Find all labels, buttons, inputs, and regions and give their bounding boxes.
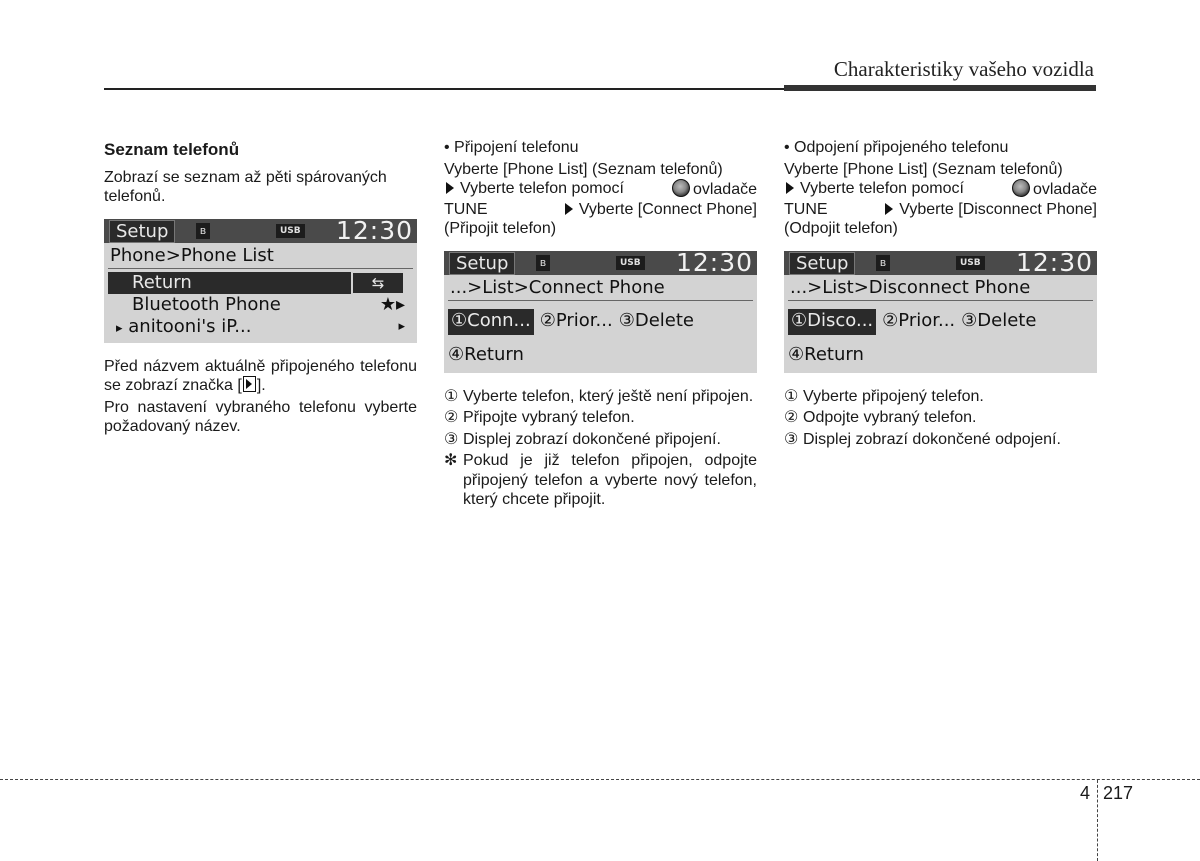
footer-dashed-rule: [0, 779, 1200, 780]
lcd-row-bluetooth-phone[interactable]: [104, 294, 417, 316]
bullet-heading: • Odpojení připojeného telefonu: [784, 139, 1009, 156]
lcd-status-bar: [444, 247, 757, 277]
bluetooth-icon: ʙ: [536, 255, 550, 271]
step-text: Připojte vybraný telefon.: [463, 409, 635, 426]
bullet-heading: • Připojení telefonu: [444, 139, 579, 156]
p1-text-pre: Před názvem aktuálně připojeného telefonu se zobrazí značka [: [104, 357, 417, 394]
instruction-line-2: [784, 179, 1097, 200]
usb-icon: USB: [616, 256, 645, 270]
step-text: Pokud je již telefon připojen, odpojte připojený telefon a vyberte nový telefon, který chcete připojit.: [463, 452, 757, 508]
lcd-status-bar: [104, 215, 417, 245]
list-item: [784, 387, 1097, 407]
list-item-note: [444, 451, 757, 510]
page-header-title: Charakteristiky vašeho vozidla: [833, 57, 1094, 81]
list-item: [784, 430, 1097, 450]
lcd-screen-connect-phone: [444, 247, 757, 373]
lcd-row-label: Bluetooth Phone: [132, 293, 281, 315]
lcd-clock: 12:30: [675, 247, 753, 277]
arrow-right-icon: [565, 203, 573, 215]
option-priority[interactable]: ②Prior...: [882, 309, 956, 331]
usb-icon: USB: [276, 224, 305, 238]
option-priority[interactable]: ②Prior...: [539, 309, 613, 331]
column-connect-phone: [444, 138, 757, 512]
step-text: Vyberte připojený telefon.: [803, 387, 984, 405]
list-item: [444, 408, 757, 428]
column-phone-list: [104, 138, 417, 437]
step-number: ①: [784, 387, 799, 405]
lcd-status-bar: [784, 247, 1097, 277]
step-number: ②: [444, 409, 459, 426]
column-disconnect-phone: [784, 138, 1097, 451]
instruction-text: ovladače: [692, 181, 757, 198]
arrow-right-icon: ▸: [398, 318, 405, 334]
lcd-row-iphone[interactable]: [104, 316, 417, 338]
steps-list: [784, 387, 1097, 450]
lcd-setup-label: Setup: [789, 252, 855, 275]
usb-icon: USB: [956, 256, 985, 270]
arrow-right-icon: [446, 182, 454, 194]
step-number: ②: [784, 409, 799, 426]
lcd-path: ...>List>Disconnect Phone: [788, 275, 1093, 301]
note-icon: ✻: [444, 452, 458, 469]
section-title: Seznam telefonů: [104, 140, 240, 159]
instruction-text: TUNE: [444, 200, 488, 218]
step-number: ①: [444, 387, 459, 405]
lcd-clock: 12:30: [335, 215, 413, 245]
lcd-row-label: anitooni's iP...: [128, 315, 252, 337]
instruction-line-4: (Odpojit telefon): [784, 220, 898, 237]
step-text: Displej zobrazí dokončené odpojení.: [803, 430, 1061, 448]
instruction-text: TUNE: [784, 200, 828, 218]
instruction-line-1: Vyberte [Phone List] (Seznam telefonů): [444, 160, 723, 178]
instruction-text: Vyberte telefon pomocí: [460, 180, 624, 197]
list-item: [784, 408, 1097, 428]
lcd-options: [444, 301, 757, 335]
return-icon: ⇆: [353, 273, 403, 293]
step-text: Displej zobrazí dokončené připojení.: [463, 430, 721, 448]
lcd-path: ...>List>Connect Phone: [448, 275, 753, 301]
lcd-screen-phone-list: [104, 215, 417, 343]
chapter-number: 4: [1080, 783, 1091, 803]
p1-text-post: ].: [256, 377, 266, 394]
lcd-options: [784, 301, 1097, 335]
option-delete[interactable]: ③Delete: [961, 309, 1037, 331]
footer-vertical-rule: [1097, 780, 1098, 861]
lcd-setup-label: Setup: [109, 220, 175, 243]
instruction-text: Vyberte [Disconnect Phone]: [899, 200, 1097, 218]
paragraph-connected-marker: [104, 357, 417, 396]
list-item: [444, 387, 757, 407]
paragraph-select-phone: Pro nastavení vybraného telefonu vyberte požadovaný název.: [104, 398, 417, 435]
option-return[interactable]: ④Return: [448, 343, 524, 365]
page-number: 217: [1103, 783, 1134, 803]
intro-text: Zobrazí se seznam až pěti spárovaných telefonů.: [104, 168, 387, 205]
connected-marker-icon: ▸: [116, 320, 123, 336]
lcd-row-return[interactable]: Return: [108, 272, 351, 294]
tune-knob-icon: [1012, 179, 1030, 197]
connected-marker-icon: [243, 376, 256, 392]
instruction-line-1: Vyberte [Phone List] (Seznam telefonů): [784, 160, 1063, 178]
instruction-line-2: [444, 179, 757, 200]
lcd-clock: 12:30: [1015, 247, 1093, 277]
option-return[interactable]: ④Return: [788, 343, 864, 365]
step-number: ③: [784, 430, 799, 448]
arrow-right-icon: [786, 182, 794, 194]
header-rule-accent: [784, 85, 1096, 91]
lcd-setup-label: Setup: [449, 252, 515, 275]
header-rule: [104, 88, 784, 90]
option-delete[interactable]: ③Delete: [618, 309, 694, 331]
steps-list: [444, 387, 757, 510]
instruction-text: Vyberte [Connect Phone]: [578, 200, 757, 218]
lcd-path: Phone>Phone List: [108, 243, 413, 269]
instruction-text: Vyberte telefon pomocí: [800, 180, 964, 197]
option-connect[interactable]: ①Conn...: [448, 309, 534, 335]
star-icon: ★▸: [379, 293, 405, 315]
bluetooth-icon: ʙ: [876, 255, 890, 271]
step-number: ③: [444, 430, 459, 448]
arrow-right-icon: [885, 203, 893, 215]
instruction-line-3: [784, 200, 1097, 220]
instruction-line-3: [444, 200, 757, 220]
lcd-screen-disconnect-phone: [784, 247, 1097, 373]
step-text: Odpojte vybraný telefon.: [803, 409, 977, 426]
instruction-text: ovladače: [1032, 181, 1097, 198]
bluetooth-icon: ʙ: [196, 223, 210, 239]
step-text: Vyberte telefon, který ještě není připojen.: [463, 387, 754, 405]
option-disconnect[interactable]: ①Disco...: [788, 309, 876, 335]
instruction-line-4: (Připojit telefon): [444, 220, 557, 237]
tune-knob-icon: [672, 179, 690, 197]
list-item: [444, 430, 757, 450]
